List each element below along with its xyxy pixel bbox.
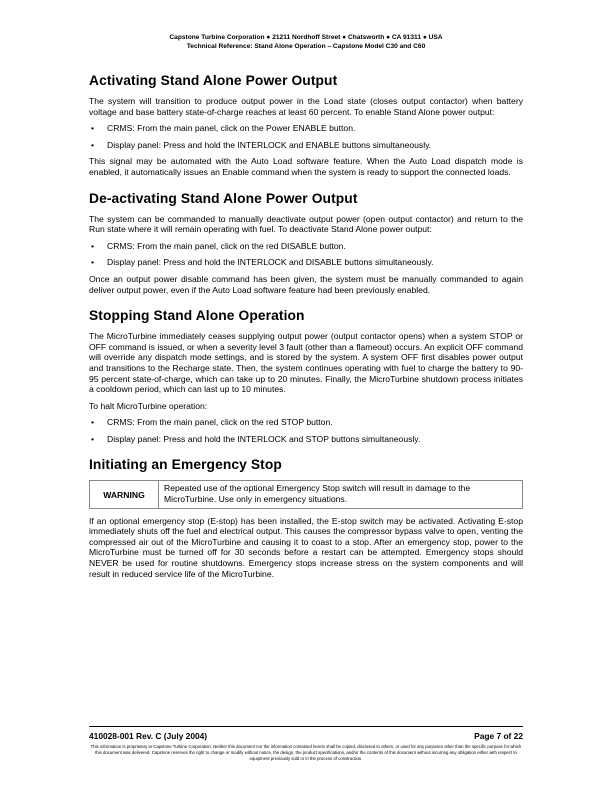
header-doc-title: Technical Reference: Stand Alone Operation – Capstone Model C30 and C60: [186, 43, 426, 50]
paragraph: Once an output power disable command has been given, the system must be manually commanded to again deliver output power, even if the Auto Load software feature had been previously enabled.: [89, 273, 523, 295]
warning-box: [89, 480, 523, 508]
section-stopping: [89, 307, 523, 444]
bullet-list: [89, 241, 523, 268]
page-number: Page 7 of 22: [474, 731, 523, 741]
header-address: Capstone Turbine Corporation ● 21211 Nordhoff Street ● Chatsworth ● CA 91311 ● USA: [169, 34, 443, 41]
list-item: • CRMS: From the main panel, click on the red STOP button.: [91, 417, 333, 428]
list-item: • CRMS: From the main panel, click on the Power ENABLE button.: [91, 123, 356, 134]
list-item: • Display panel: Press and hold the INTERLOCK and ENABLE buttons simultaneously.: [91, 139, 432, 150]
footer-divider: [89, 726, 523, 727]
page-header: [0, 33, 612, 51]
list-item: • Display panel: Press and hold the INTERLOCK and STOP buttons simultaneously.: [91, 433, 421, 444]
proprietary-notice: This information is proprietary to Capstone Turbine Corporation. Neither this document nor the information contained herein shall be copied, disclosed to others, or used for any purposes other than the specific purpose for which this document was delivered. Capstone reserves the right to change or modify without notice, the design, the product specifications, and/or the contents of this document without incurring any obligation either with respect to equipment previously sold or in the process of construction.: [90, 744, 522, 761]
paragraph: To halt MicroTurbine operation:: [89, 400, 208, 411]
document-body: [89, 72, 523, 591]
bullet-icon: •: [91, 123, 95, 134]
paragraph: The system will transition to produce output power in the Load state (closes output contactor) when battery voltage and base battery state-of-charge reaches at least 60 percent. To enable Stand Alone power output:: [89, 96, 523, 117]
paragraph: This signal may be automated with the Auto Load software feature. When the Auto Load dispatch mode is enabled, it automatically issues an Enable command when the system is ready to support the connected loads.: [89, 156, 523, 177]
paragraph: The system can be commanded to manually deactivate output power (open output contactor) and return to the Run state where it will remain operating with fuel. To deactivate Stand Alone power output:: [89, 213, 523, 235]
warning-text: Repeated use of the optional Emergency Stop switch will result in damage to the MicroTurbine. Use only in emergency situations.: [164, 483, 471, 505]
section-heading: Initiating an Emergency Stop: [89, 457, 282, 473]
section-heading: Stopping Stand Alone Operation: [89, 308, 305, 324]
section-heading: De-activating Stand Alone Power Output: [89, 190, 358, 206]
warning-label: WARNING: [90, 481, 159, 507]
paragraph: If an optional emergency stop (E-stop) has been installed, the E-stop switch may be activated. Activating E-stop immediately shuts off the fuel and electrical output. This causes the compressor bypass valve to open, venting the compressed air out of the MicroTurbine and causing it to coast to a stop. After an emergency stop, power to the MicroTurbine must be turned off for 30 seconds before a restart can be attempted. Emergency stops should NEVER be used for routine shutdowns. Emergency stops increase stress on the system components and will result in reduced service life of the MicroTurbine.: [89, 515, 523, 579]
list-item: • CRMS: From the main panel, click on the red DISABLE button.: [91, 240, 346, 251]
section-deactivating: [89, 190, 523, 296]
paragraph: The MicroTurbine immediately ceases supplying output power (output contactor opens) when a system STOP or OFF command is issued, or when a severity level 3 fault (other than a flameout) occurs. An explicit OFF command will override any dispatch mode settings, and is stored by the system. A system OFF first disables power output and transitions to the Recharge state. Then, the system continues operating with fuel to charge the battery to 90-95 percent state-of-charge, which can take up to 20 minutes. Finally, the MicroTurbine shutdown process initiates a cooldown period, which can last up to 10 minutes.: [89, 331, 523, 395]
bullet-list: [89, 123, 523, 150]
bullet-icon: •: [91, 257, 95, 268]
bullet-list: [89, 417, 523, 444]
section-emergency: [89, 456, 523, 579]
section-activating: [89, 72, 523, 178]
bullet-icon: •: [91, 433, 95, 444]
bullet-icon: •: [91, 240, 95, 251]
bullet-icon: •: [91, 139, 95, 150]
section-heading: Activating Stand Alone Power Output: [89, 73, 338, 88]
list-item: • Display panel: Press and hold the INTERLOCK and DISABLE buttons simultaneously.: [91, 257, 434, 268]
footer-doc-id: 410028-001 Rev. C (July 2004): [89, 731, 208, 741]
bullet-icon: •: [91, 417, 95, 428]
